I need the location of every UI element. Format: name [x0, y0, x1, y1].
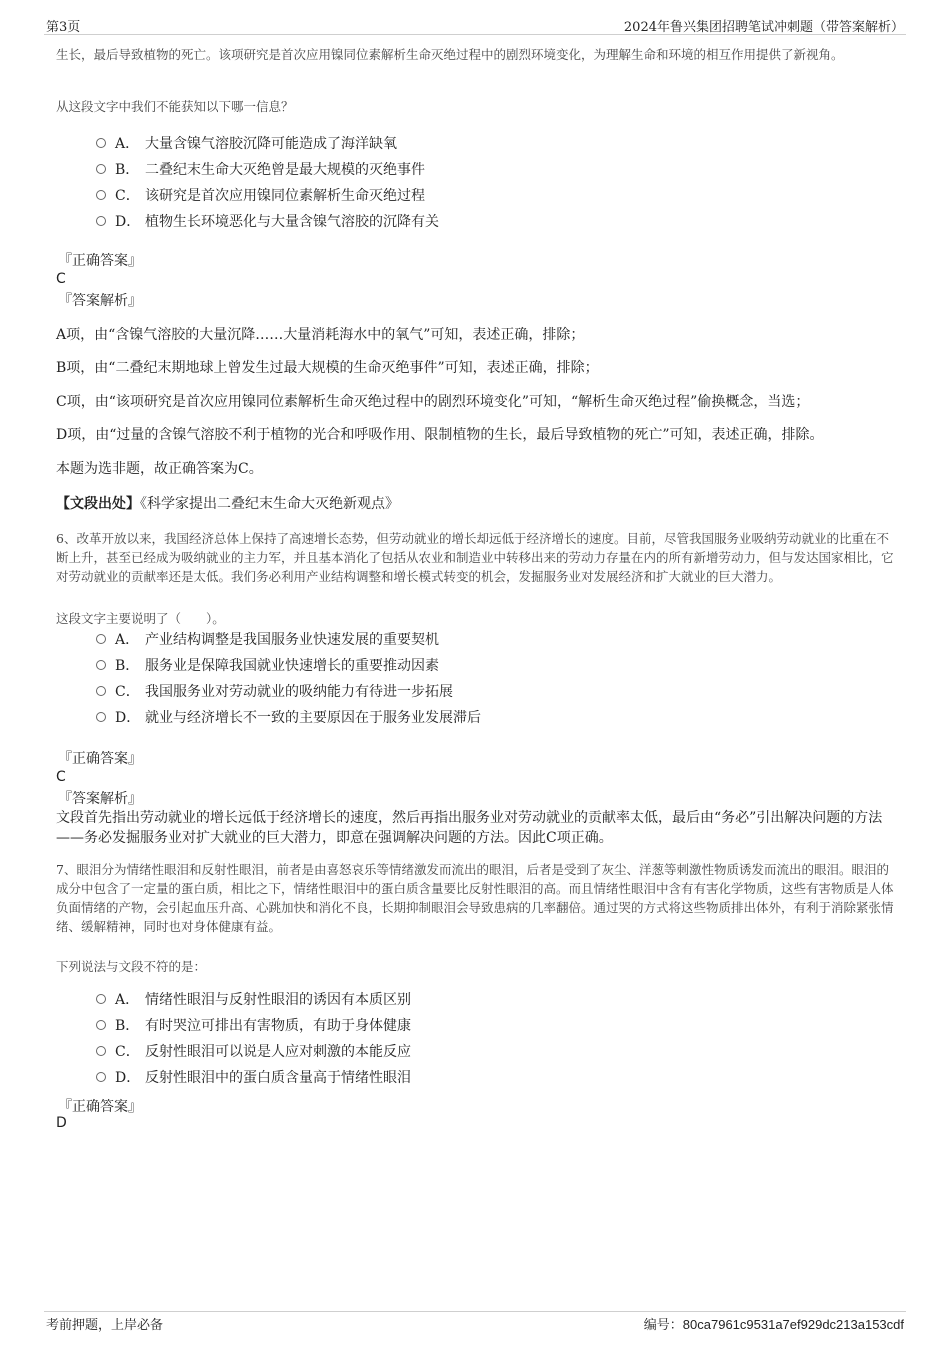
q5-analysis-a: A项，由“含镍气溶胶的大量沉降……大量消耗海水中的氧气”可知，表述正确，排除； — [56, 327, 585, 343]
q6-passage: 6、改革开放以来，我国经济总体上保持了高速增长态势，但劳动就业的增长却远低于经济增长的速度。目前，尽管我国服务业吸纳劳动就业的比重在不断上升，甚至已经成为吸纳就业的主力军，并且基本消化了包括从农业和制造业中转移出来的劳动力存量在内的所有新增劳动力，但与发达国家相比，它对劳动就业的贡献率还是太低。我们务必利用产业结构调整和增长模式转变的机会，发掘服务业对发展经济和扩大就业的巨大潜力。 — [56, 531, 894, 584]
q7-option-d[interactable]: D． 反射性眼泪中的蛋白质含量高于情绪性眼泪 — [96, 1067, 411, 1089]
radio-icon[interactable] — [96, 190, 106, 200]
radio-icon[interactable] — [96, 138, 106, 148]
q5-analysis-conclusion: 本题为选非题，故正确答案为C。 — [56, 461, 263, 477]
q5-option-c[interactable]: C． 该研究是首次应用镍同位素解析生命灭绝过程 — [96, 185, 425, 207]
q6-option-c[interactable]: C． 我国服务业对劳动就业的吸纳能力有待进一步拓展 — [96, 681, 453, 703]
footer-code: 编号：80ca7961c9531a7ef929dc213a153cdf — [643, 1317, 904, 1333]
q6-answer-label: 『正确答案』 — [58, 751, 142, 767]
q6-option-b[interactable]: B． 服务业是保障我国就业快速增长的重要推动因素 — [96, 655, 439, 677]
q5-answer-label: 『正确答案』 — [58, 253, 142, 269]
q5-option-d[interactable]: D． 植物生长环境恶化与大量含镍气溶胶的沉降有关 — [96, 211, 439, 233]
q6-question: 这段文字主要说明了（ ）。 — [56, 611, 225, 626]
q5-option-a[interactable]: A． 大量含镍气溶胶沉降可能造成了海洋缺氧 — [96, 133, 397, 155]
q5-analysis-d: D项，由“过量的含镍气溶胶不利于植物的光合和呼吸作用、限制植物的生长，最后导致植物的死亡”可知，表述正确，排除。 — [56, 427, 824, 443]
q7-option-b[interactable]: B． 有时哭泣可排出有害物质，有助于身体健康 — [96, 1015, 411, 1037]
radio-icon[interactable] — [96, 1020, 106, 1030]
q7-question: 下列说法与文段不符的是： — [56, 959, 207, 974]
q6-analysis-label: 『答案解析』 — [58, 791, 142, 807]
radio-icon[interactable] — [96, 1072, 106, 1082]
q6-option-a[interactable]: A． 产业结构调整是我国服务业快速发展的重要契机 — [96, 629, 439, 651]
q6-option-d[interactable]: D． 就业与经济增长不一致的主要原因在于服务业发展滞后 — [96, 707, 481, 729]
q5-source: 【文段出处】《科学家提出二叠纪末生命大灭绝新观点》 — [56, 496, 399, 512]
radio-icon[interactable] — [96, 712, 106, 722]
q5-passage: 生长，最后导致植物的死亡。该项研究是首次应用镍同位素解析生命灭绝过程中的剧烈环境变化，为理解生命和环境的相互作用提供了新视角。 — [56, 47, 844, 62]
radio-icon[interactable] — [96, 634, 106, 644]
q7-answer-label: 『正确答案』 — [58, 1099, 142, 1115]
page-number: 第3页 — [46, 20, 81, 35]
radio-icon[interactable] — [96, 216, 106, 226]
q5-question: 从这段文字中我们不能获知以下哪一信息？ — [56, 99, 294, 114]
radio-icon[interactable] — [96, 686, 106, 696]
q5-option-b[interactable]: B． 二叠纪末生命大灭绝曾是最大规模的灭绝事件 — [96, 159, 425, 181]
q5-analysis-b: B项，由“二叠纪末期地球上曾发生过最大规模的生命灭绝事件”可知，表述正确，排除； — [56, 360, 599, 376]
q5-answer: C — [56, 271, 66, 287]
radio-icon[interactable] — [96, 660, 106, 670]
radio-icon[interactable] — [96, 994, 106, 1004]
document-title: 2024年鲁兴集团招聘笔试冲刺题（带答案解析） — [623, 20, 904, 35]
q7-option-a[interactable]: A． 情绪性眼泪与反射性眼泪的诱因有本质区别 — [96, 989, 411, 1011]
header-divider — [44, 34, 906, 35]
q7-answer: D — [56, 1115, 67, 1131]
q5-analysis-c: C项，由“该项研究是首次应用镍同位素解析生命灭绝过程中的剧烈环境变化”可知，“解析生命灭绝过程”偷换概念，当选； — [56, 394, 810, 410]
q6-answer: C — [56, 769, 66, 785]
footer-divider — [44, 1311, 906, 1312]
footer-slogan: 考前押题，上岸必备 — [46, 1318, 164, 1333]
radio-icon[interactable] — [96, 164, 106, 174]
radio-icon[interactable] — [96, 1046, 106, 1056]
q7-passage: 7、眼泪分为情绪性眼泪和反射性眼泪，前者是由喜怒哀乐等情绪激发而流出的眼泪，后者是受到了灰尘、洋葱等刺激性物质诱发而流出的眼泪。眼泪的成分中包含了一定量的蛋白质，相比之下，情绪性眼泪中的蛋白质含量要比反射性眼泪的高。而且情绪性眼泪中含有有害化学物质，这些有害物质是人体负面情绪的产物，会引起血压升高、心跳加快和消化不良，长期抑制眼泪会导致患病的几率翻倍。通过哭的方式将这些物质排出体外，有利于消除紧张情绪、缓解精神，同时也对身体健康有益。 — [56, 862, 894, 934]
q7-option-c[interactable]: C． 反射性眼泪可以说是人应对刺激的本能反应 — [96, 1041, 411, 1063]
q5-analysis-label: 『答案解析』 — [58, 293, 142, 309]
q6-analysis: 文段首先指出劳动就业的增长远低于经济增长的速度，然后再指出服务业对劳动就业的贡献率太低，最后由“务必”引出解决问题的方法——务必发掘服务业对扩大就业的巨大潜力，即意在强调解决问题的方法。因此C项正确。 — [56, 810, 883, 846]
